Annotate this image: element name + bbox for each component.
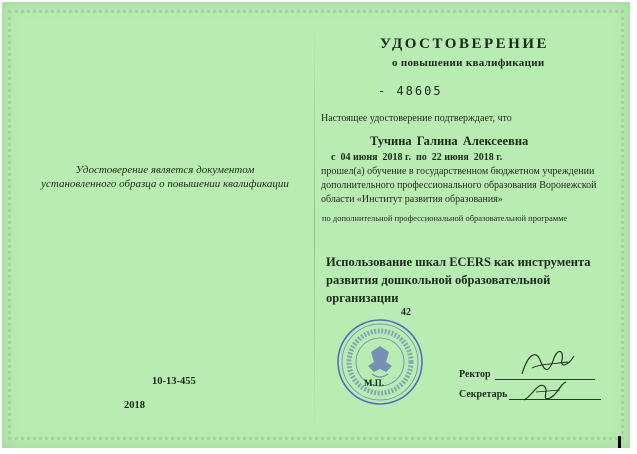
date-from-prefix: с: [331, 152, 336, 163]
holder-full-name: Тучина Галина Алексеевна: [370, 134, 529, 148]
registration-number: 10-13-455: [152, 376, 196, 387]
rector-signature: [518, 346, 578, 380]
institution-text: прошел(а) обучение в государственном бюджетном учреждении дополнительного профессионального образования Воронежской области «Институт развития образования»: [321, 166, 597, 205]
rector-label: Ректор: [459, 369, 491, 380]
program-text: по дополнительной профессиональной образовательной программе: [322, 213, 568, 223]
date-to-year: 2018 г.: [473, 152, 503, 163]
training-dates: [331, 152, 502, 163]
date-to-prefix: по: [415, 152, 427, 163]
center-fold: [314, 14, 315, 442]
certificate-title: УДОСТОВЕРЕНИЕ: [380, 36, 549, 52]
secretary-label: Секретарь: [459, 389, 508, 400]
course-hours: 42: [401, 307, 411, 318]
confirms-text: Настоящее удостоверение подтверждает, что: [321, 113, 512, 124]
date-from-year: 2018 г.: [382, 152, 411, 163]
course-title: Использование шкал ECERS как инструмента развития дошкольной образовательной организации: [326, 255, 591, 305]
certificate-subtitle: о повышении квалификации: [392, 57, 545, 69]
issue-year: 2018: [124, 400, 145, 411]
certificate-number: - 48605: [378, 84, 443, 98]
scan-mark: [618, 436, 621, 448]
secretary-signature: [520, 376, 570, 406]
left-page-note: Удостоверение является документом установленного образца о повышении квалификации: [41, 164, 289, 190]
seal-label: М.П.: [364, 378, 384, 388]
date-from: 04 июня: [340, 152, 378, 163]
official-seal: [336, 318, 424, 406]
date-to: 22 июня: [431, 152, 469, 163]
